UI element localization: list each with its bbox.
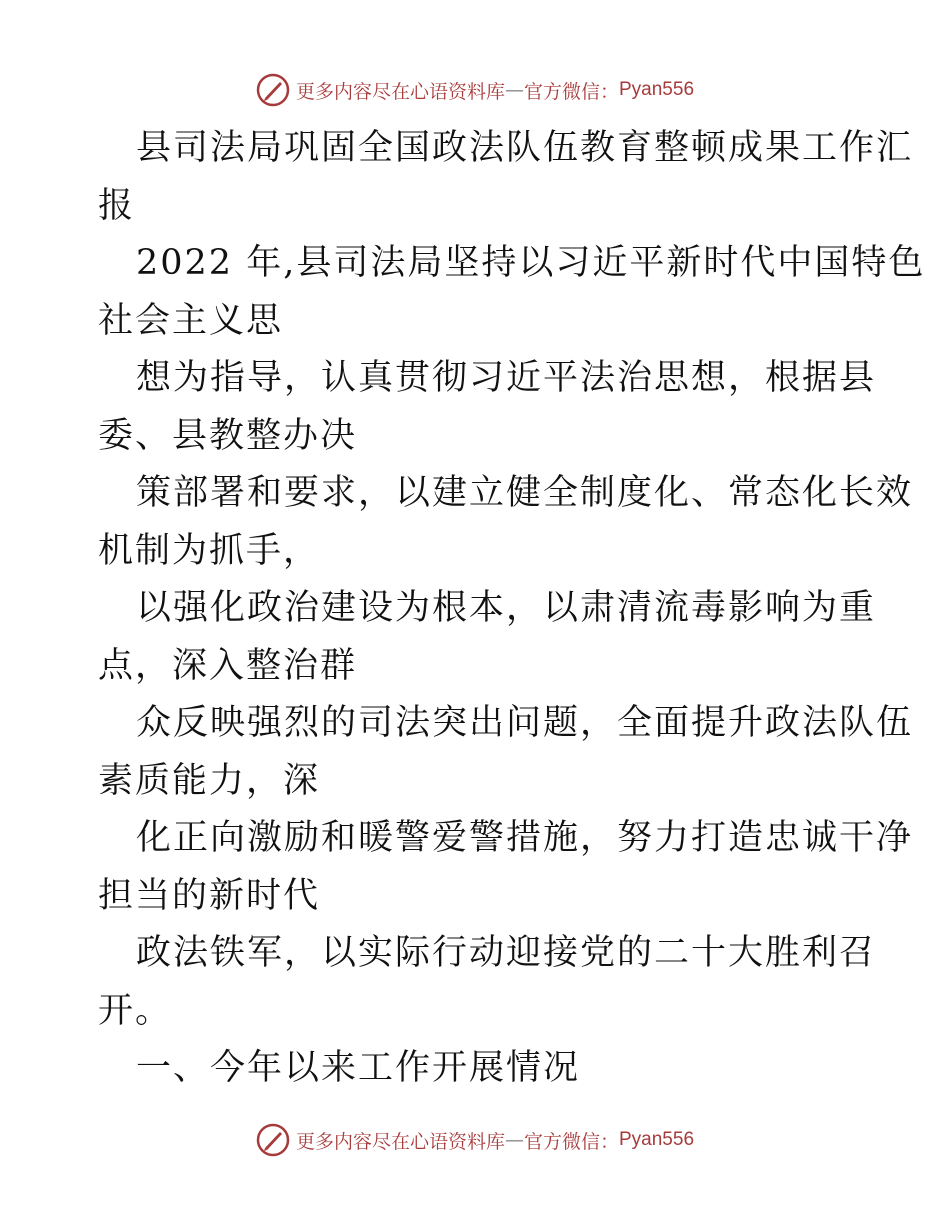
quill-logo-icon [256, 1123, 290, 1157]
quill-logo-icon [256, 73, 290, 107]
wechat-label: 官方微信： [523, 80, 619, 103]
section-heading: 一、今年以来工作开展情况 [136, 1048, 581, 1088]
wechat-id: Pyan556 [619, 1129, 695, 1150]
banner-separator: — [504, 1129, 524, 1151]
footer-watermark-banner [0, 1120, 950, 1160]
paragraph-line: 2022 年,县司法局坚持以习近平新时代中国特色 [136, 243, 926, 283]
promo-text: 更多内容尽在心语资料库 [295, 80, 505, 103]
paragraph-line: 社会主义思 [98, 300, 284, 341]
paragraph-line: 点，深入整治群 [98, 645, 358, 686]
wechat-id: Pyan556 [619, 79, 695, 100]
paragraph-line: 素质能力，深 [98, 760, 321, 801]
wechat-label: 官方微信： [523, 1130, 619, 1153]
title-line-2: 报 [98, 185, 136, 226]
paragraph-line: 开。 [98, 990, 173, 1031]
banner-separator: — [504, 79, 524, 101]
paragraph-line: 政法铁军，以实际行动迎接党的二十大胜利召 [136, 933, 877, 973]
paragraph-line: 以强化政治建设为根本，以肃清流毒影响为重 [136, 588, 877, 628]
paragraph-line: 想为指导，认真贯彻习近平法治思想，根据县 [136, 358, 877, 398]
document-body [98, 120, 926, 1098]
title-line-1: 县司法局巩固全国政法队伍教育整顿成果工作汇 [136, 128, 914, 168]
header-watermark-banner [0, 70, 950, 110]
paragraph-line: 担当的新时代 [98, 875, 321, 916]
paragraph-line: 众反映强烈的司法突出问题，全面提升政法队伍 [136, 703, 914, 743]
paragraph-line: 化正向激励和暖警爱警措施，努力打造忠诚干净 [136, 818, 914, 858]
paragraph-line: 机制为抓手， [98, 530, 321, 571]
promo-text: 更多内容尽在心语资料库 [295, 1130, 505, 1153]
paragraph-line: 策部署和要求，以建立健全制度化、常态化长效 [136, 473, 914, 513]
paragraph-line: 委、县教整办决 [98, 415, 358, 456]
